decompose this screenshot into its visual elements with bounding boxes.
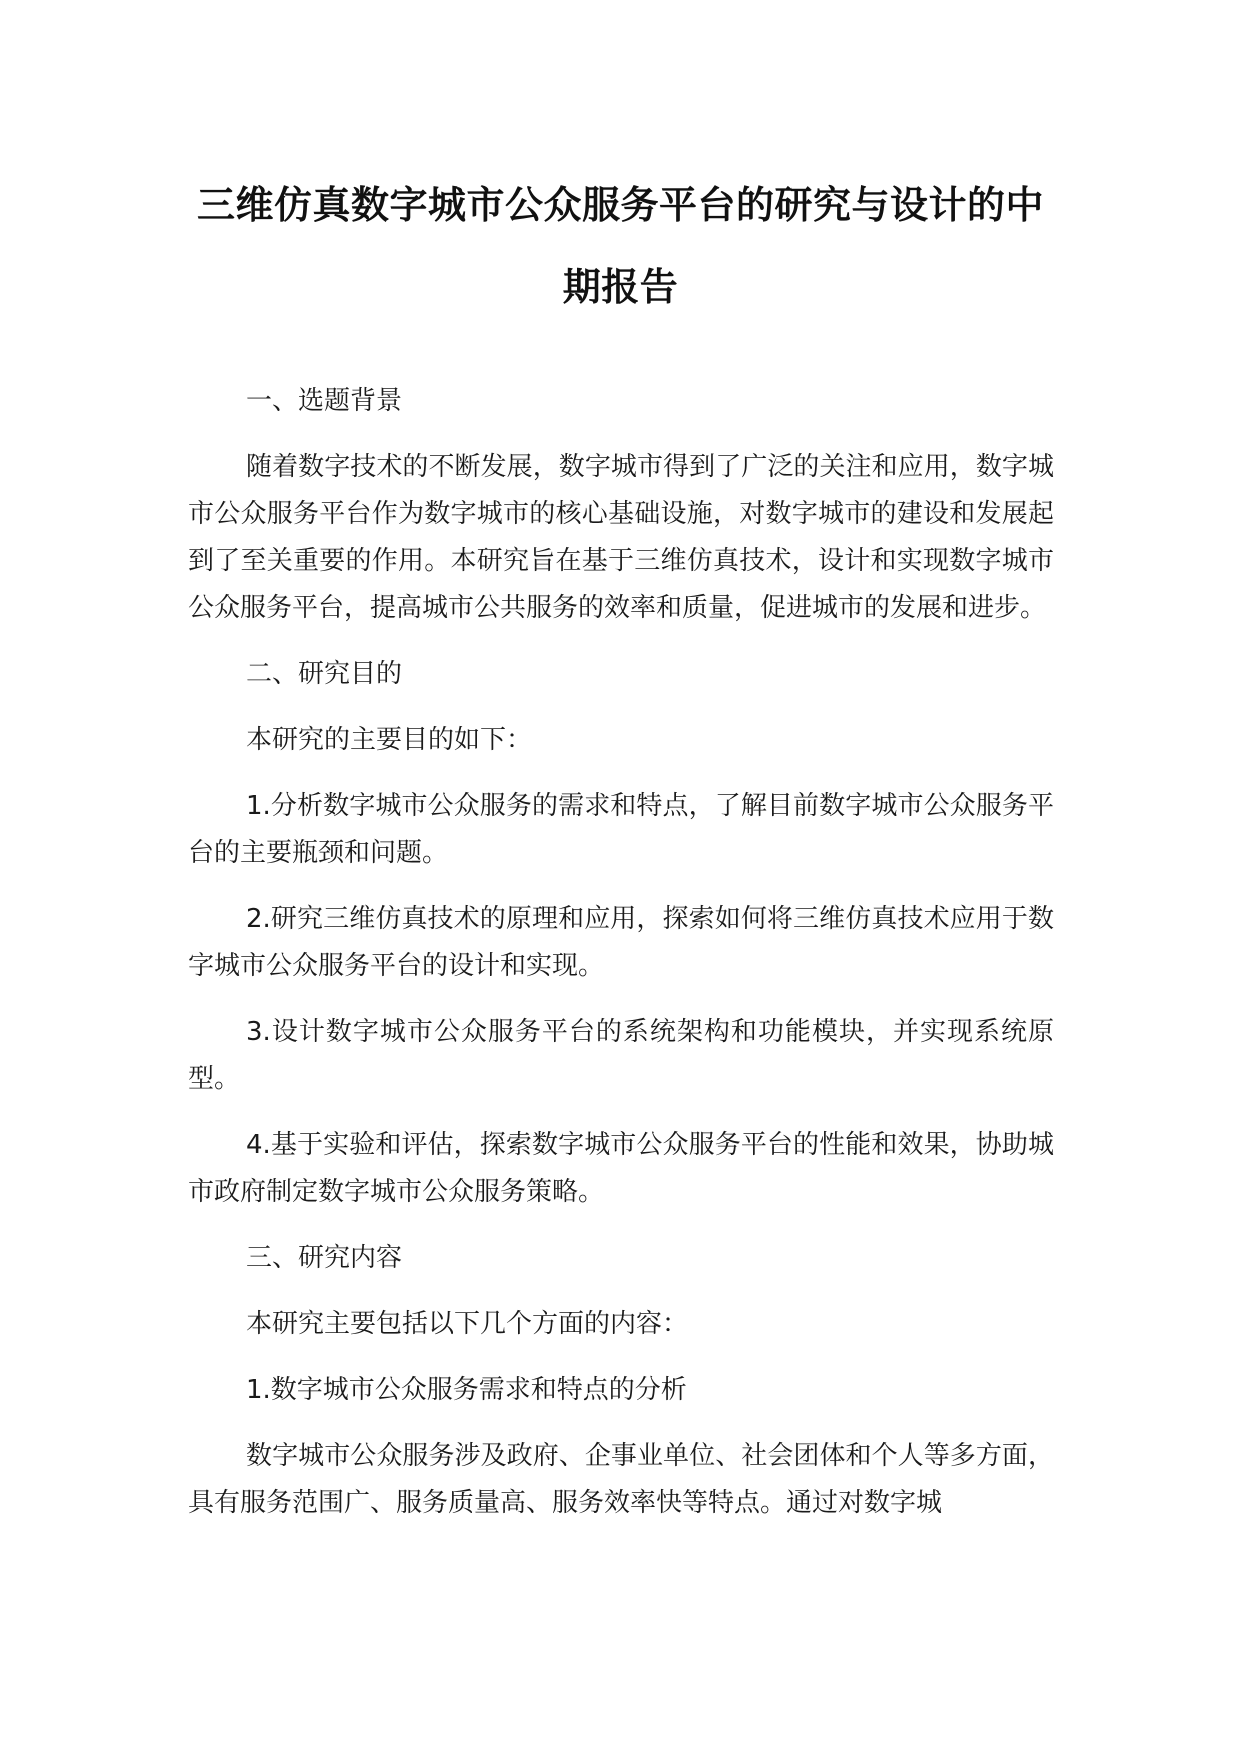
paragraph-objectives-intro: 本研究的主要目的如下： xyxy=(246,725,533,755)
document-body xyxy=(188,378,1054,1527)
objective-item-3: 3.设计数字城市公众服务平台的系统架构和功能模块，并实现系统原型。 xyxy=(188,1017,1054,1094)
section-heading-background: 一、选题背景 xyxy=(246,386,403,416)
paragraph-content-intro: 本研究主要包括以下几个方面的内容： xyxy=(246,1309,689,1339)
document-title-line-2: 期报告 xyxy=(562,265,679,309)
objective-item-4: 4.基于实验和评估，探索数字城市公众服务平台的性能和效果，协助城市政府制定数字城市公众服务策略。 xyxy=(188,1130,1054,1207)
paragraph-content-item-1: 数字城市公众服务涉及政府、企事业单位、社会团体和个人等多方面，具有服务范围广、服务质量高、服务效率快等特点。通过对数字城 xyxy=(188,1441,1054,1518)
paragraph-background: 随着数字技术的不断发展，数字城市得到了广泛的关注和应用，数字城市公众服务平台作为数字城市的核心基础设施，对数字城市的建设和发展起到了至关重要的作用。本研究旨在基于三维仿真技术，设计和实现数字城市公众服务平台，提高城市公共服务的效率和质量，促进城市的发展和进步。 xyxy=(188,452,1054,623)
section-heading-content: 三、研究内容 xyxy=(246,1243,403,1273)
objective-item-2: 2.研究三维仿真技术的原理和应用，探索如何将三维仿真技术应用于数字城市公众服务平台的设计和实现。 xyxy=(188,904,1054,981)
content-item-1-heading: 1.数字城市公众服务需求和特点的分析 xyxy=(246,1375,687,1405)
objective-item-1: 1.分析数字城市公众服务的需求和特点，了解目前数字城市公众服务平台的主要瓶颈和问题。 xyxy=(188,791,1054,868)
section-heading-objectives: 二、研究目的 xyxy=(246,659,403,689)
document-title-line-1: 三维仿真数字城市公众服务平台的研究与设计的中 xyxy=(196,183,1044,227)
